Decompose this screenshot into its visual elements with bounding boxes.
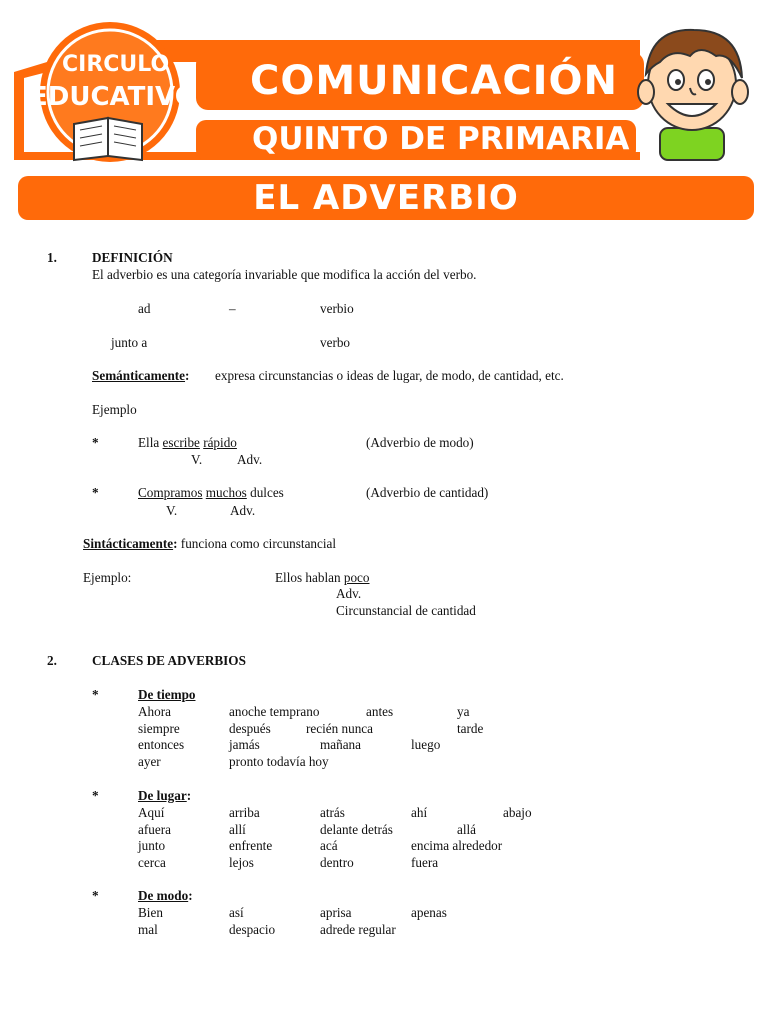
logo-line2: EDUCATIVO <box>30 82 197 112</box>
example-label: Ejemplo <box>92 402 137 417</box>
bullet: * <box>92 485 99 500</box>
verb-word: escribe <box>162 435 200 450</box>
list-item: encima alrededor <box>411 838 503 853</box>
syntactic-colon: : <box>173 536 178 551</box>
section-number: 2. <box>47 653 57 668</box>
definition-text: El adverbio es una categoría invariable que modifica la acción del verbo. <box>92 267 477 282</box>
list-item: allá <box>457 822 477 837</box>
subject-title: COMUNICACIÓN <box>250 58 619 104</box>
example1-v: V. <box>191 452 203 467</box>
list-item: ahí <box>411 805 428 820</box>
list-item: ayer <box>138 754 161 769</box>
list-item: adrede regular <box>320 922 396 937</box>
syntactic-text: funciona como circunstancial <box>177 536 337 551</box>
list-item: así <box>229 905 244 920</box>
list-item: anoche temprano <box>229 704 320 719</box>
list-item: antes <box>366 704 394 719</box>
etym-ad: ad <box>138 301 151 316</box>
word: Ella <box>138 435 163 450</box>
bullet: * <box>92 788 99 803</box>
list-item: después <box>229 721 271 736</box>
syntactic-line <box>83 536 336 552</box>
etym-dash: – <box>229 301 236 316</box>
list-item: lejos <box>229 855 254 870</box>
list-item: allí <box>229 822 246 837</box>
list-item: Bien <box>138 905 163 920</box>
section-heading: DEFINICIÓN <box>92 250 173 265</box>
example2-v: V. <box>166 503 178 518</box>
adverb-word: muchos <box>205 485 247 500</box>
list-item: abajo <box>503 805 532 820</box>
etym-verbio: verbio <box>320 301 354 316</box>
bullet: * <box>92 888 99 903</box>
list-item: recién nunca <box>306 721 373 736</box>
example2-sentence <box>138 485 284 501</box>
list-item: junto <box>138 838 166 853</box>
header-banner <box>0 0 768 170</box>
syntactic-label: Sintácticamente <box>83 536 174 551</box>
verb-word: Compramos <box>138 485 203 500</box>
semantic-line <box>92 368 189 384</box>
page-title-bar <box>18 176 754 220</box>
list-item: ya <box>457 704 470 719</box>
grade-title: QUINTO DE PRIMARIA <box>252 121 630 157</box>
list-item: fuera <box>411 855 439 870</box>
class-label-modo: De modo <box>138 888 189 903</box>
list-item: arriba <box>229 805 260 820</box>
colon: : <box>188 888 193 903</box>
section-heading: CLASES DE ADVERBIOS <box>92 653 246 668</box>
list-item: luego <box>411 737 441 752</box>
word: Ellos hablan <box>275 570 344 585</box>
list-item: Ahora <box>138 704 171 719</box>
bullet: * <box>92 435 99 450</box>
list-item: delante detrás <box>320 822 393 837</box>
adverb-word: rápido <box>203 435 237 450</box>
example3-circ: Circunstancial de cantidad <box>336 603 476 618</box>
class-label-lugar: De lugar <box>138 788 187 803</box>
list-item: cerca <box>138 855 166 870</box>
list-item: pronto todavía hoy <box>229 754 329 769</box>
section-number: 1. <box>47 250 57 265</box>
list-item: atrás <box>320 805 345 820</box>
example3-adv: Adv. <box>336 586 362 601</box>
list-item: afuera <box>138 822 171 837</box>
list-item: jamás <box>229 737 260 752</box>
example3-sentence <box>275 570 370 586</box>
colon: : <box>186 788 192 803</box>
list-item: dentro <box>320 855 354 870</box>
list-item: apenas <box>411 905 447 920</box>
list-item: acá <box>320 838 338 853</box>
example-label-2: Ejemplo: <box>83 570 132 585</box>
class-label-lugar-line <box>138 788 191 804</box>
list-item: siempre <box>138 721 180 736</box>
kid-mascot-icon <box>638 30 748 160</box>
adverb-word: poco <box>343 570 370 585</box>
example1-sentence <box>138 435 237 451</box>
class-label-modo-line <box>138 888 193 904</box>
semantic-colon: : <box>185 368 190 383</box>
etym-junto-a: junto a <box>111 335 148 350</box>
logo-line1: CIRCULO <box>62 52 170 77</box>
list-item: despacio <box>229 922 276 937</box>
list-item: aprisa <box>320 905 352 920</box>
list-item: tarde <box>457 721 484 736</box>
example1-adv: Adv. <box>237 452 263 467</box>
bullet: * <box>92 687 99 702</box>
list-item: mañana <box>320 737 362 752</box>
semantic-text: expresa circunstancias o ideas de lugar, de modo, de cantidad, etc. <box>215 368 564 383</box>
example1-note: (Adverbio de modo) <box>366 435 474 450</box>
example2-note: (Adverbio de cantidad) <box>366 485 489 500</box>
class-label-tiempo: De tiempo <box>138 687 196 702</box>
semantic-label: Semánticamente <box>92 368 186 383</box>
etym-verbo: verbo <box>320 335 351 350</box>
word: dulces <box>246 485 284 500</box>
list-item: mal <box>138 922 158 937</box>
list-item: entonces <box>138 737 185 752</box>
book-icon <box>74 118 142 160</box>
page-title: EL ADVERBIO <box>253 178 519 218</box>
list-item: Aquí <box>138 805 165 820</box>
example2-adv: Adv. <box>230 503 256 518</box>
list-item: enfrente <box>229 838 273 853</box>
